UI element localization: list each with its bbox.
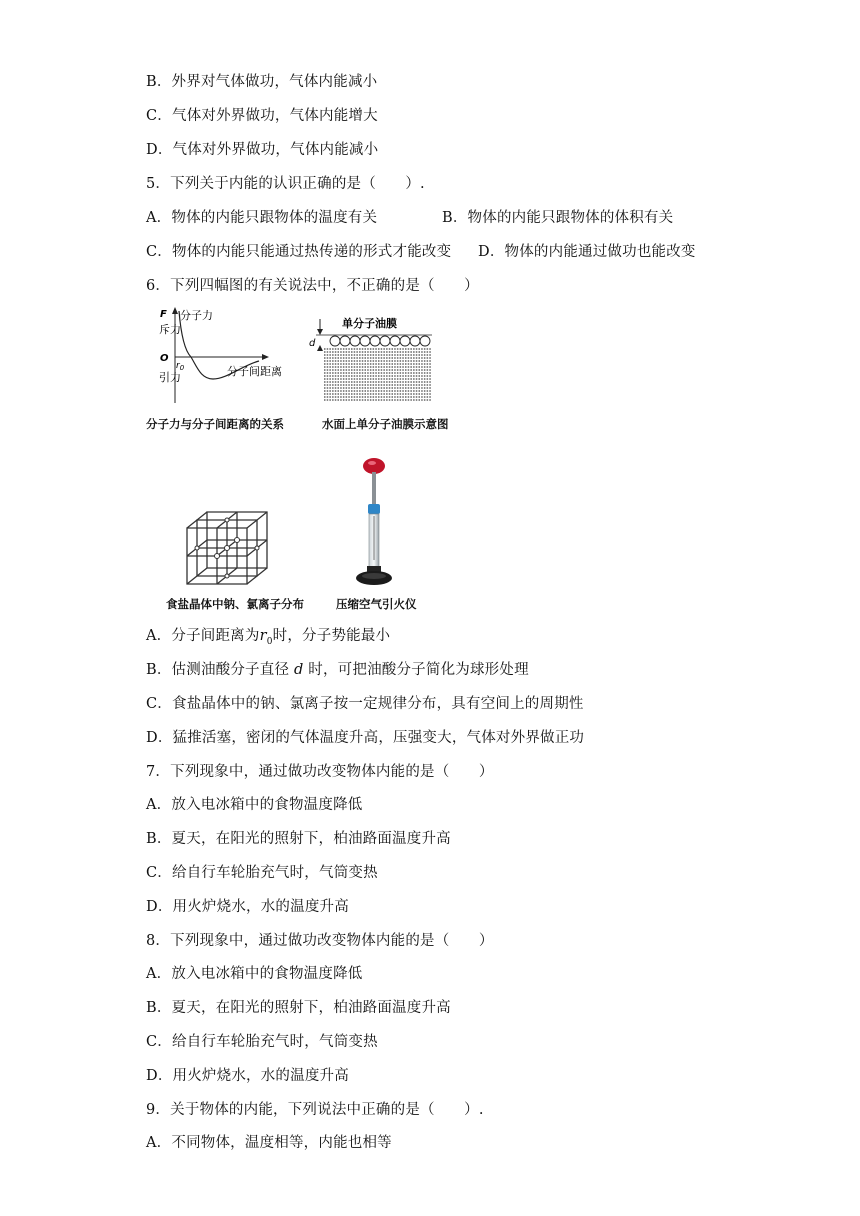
r0-label: $r_0$ bbox=[176, 361, 185, 372]
q6-stem: 6．下列四幅图的有关说法中，不正确的是（ ） bbox=[146, 278, 479, 294]
q7-option-a: A．放入电冰箱中的食物温度降低 bbox=[146, 797, 363, 813]
q4-option-c: C．气体对外界做功，气体内能增大 bbox=[146, 108, 378, 124]
q6-option-d: D．猛推活塞，密闭的气体温度升高，压强变大，气体对外界做正功 bbox=[146, 730, 585, 746]
q8-option-a: A．放入电冰箱中的食物温度降低 bbox=[146, 966, 363, 982]
fig1-caption: 分子力与分子间距离的关系 bbox=[146, 417, 284, 431]
oil-molecule bbox=[420, 336, 430, 346]
film-label: 单分子油膜 bbox=[342, 317, 397, 330]
oil-molecule bbox=[350, 336, 360, 346]
attraction-label: 引力 bbox=[159, 371, 181, 384]
q8-option-b: B．夏天，在阳光的照射下，柏油路面温度升高 bbox=[146, 1000, 451, 1016]
q8-stem: 8．下列现象中，通过做功改变物体内能的是（ ） bbox=[146, 933, 494, 949]
repulsion-label: 斥力 bbox=[159, 323, 181, 336]
force-label: 分子力 bbox=[180, 309, 213, 322]
fire-piston-apparatus bbox=[355, 456, 405, 588]
q6-option-c: C．食盐晶体中的钠、氯离子按一定规律分布，具有空间上的周期性 bbox=[146, 696, 584, 712]
q9-stem: 9．关于物体的内能，下列说法中正确的是（ ）. bbox=[146, 1102, 484, 1118]
distance-label: 分子间距离 bbox=[227, 365, 282, 378]
q9-option-a: A．不同物体，温度相等，内能也相等 bbox=[146, 1135, 392, 1151]
oil-molecule bbox=[370, 336, 380, 346]
fig4-caption: 压缩空气引火仪 bbox=[336, 597, 417, 611]
q5-option-c: C．物体的内能只能通过热传递的形式才能改变 bbox=[146, 244, 452, 260]
q8-option-c: C．给自行车轮胎充气时，气筒变热 bbox=[146, 1034, 378, 1050]
d-label: d bbox=[309, 338, 316, 349]
q5-option-d: D．物体的内能通过做功也能改变 bbox=[478, 244, 696, 260]
oil-molecule bbox=[390, 336, 400, 346]
q5-row-cd bbox=[146, 242, 696, 262]
q6-option-a: A．分子间距离为$r_0$时，分子势能最小 bbox=[146, 628, 391, 647]
q4-option-d: D．气体对外界做功，气体内能减小 bbox=[146, 142, 379, 158]
oil-molecule bbox=[400, 336, 410, 346]
oil-molecule bbox=[340, 336, 350, 346]
oil-film-diagram bbox=[306, 315, 436, 405]
q5-option-a: A．物体的内能只跟物体的温度有关 bbox=[146, 210, 378, 226]
q7-stem: 7．下列现象中，通过做功改变物体内能的是（ ） bbox=[146, 764, 494, 780]
oil-molecule bbox=[380, 336, 390, 346]
origin-label: O bbox=[160, 353, 169, 364]
q7-option-b: B．夏天，在阳光的照射下，柏油路面温度升高 bbox=[146, 831, 451, 847]
oil-molecule bbox=[330, 336, 340, 346]
q5-row-ab bbox=[146, 208, 674, 228]
fig3-caption: 食盐晶体中钠、氯离子分布 bbox=[166, 597, 304, 611]
axis-f-label: F bbox=[160, 309, 167, 320]
salt-crystal-lattice bbox=[183, 508, 273, 588]
molecular-force-graph bbox=[155, 305, 295, 405]
q7-option-d: D．用火炉烧水，水的温度升高 bbox=[146, 899, 349, 915]
oil-molecule bbox=[410, 336, 420, 346]
fig2-caption: 水面上单分子油膜示意图 bbox=[322, 417, 449, 431]
q5-option-b: B．物体的内能只跟物体的体积有关 bbox=[442, 210, 674, 226]
oil-molecule bbox=[360, 336, 370, 346]
q7-option-c: C．给自行车轮胎充气时，气筒变热 bbox=[146, 865, 378, 881]
q4-option-b: B．外界对气体做功，气体内能减小 bbox=[146, 74, 378, 90]
q6-option-b: B．估测油酸分子直径 d 时，可把油酸分子简化为球形处理 bbox=[146, 662, 529, 678]
q5-stem: 5．下列关于内能的认识正确的是（ ）. bbox=[146, 176, 425, 192]
q8-option-d: D．用火炉烧水，水的温度升高 bbox=[146, 1068, 349, 1084]
